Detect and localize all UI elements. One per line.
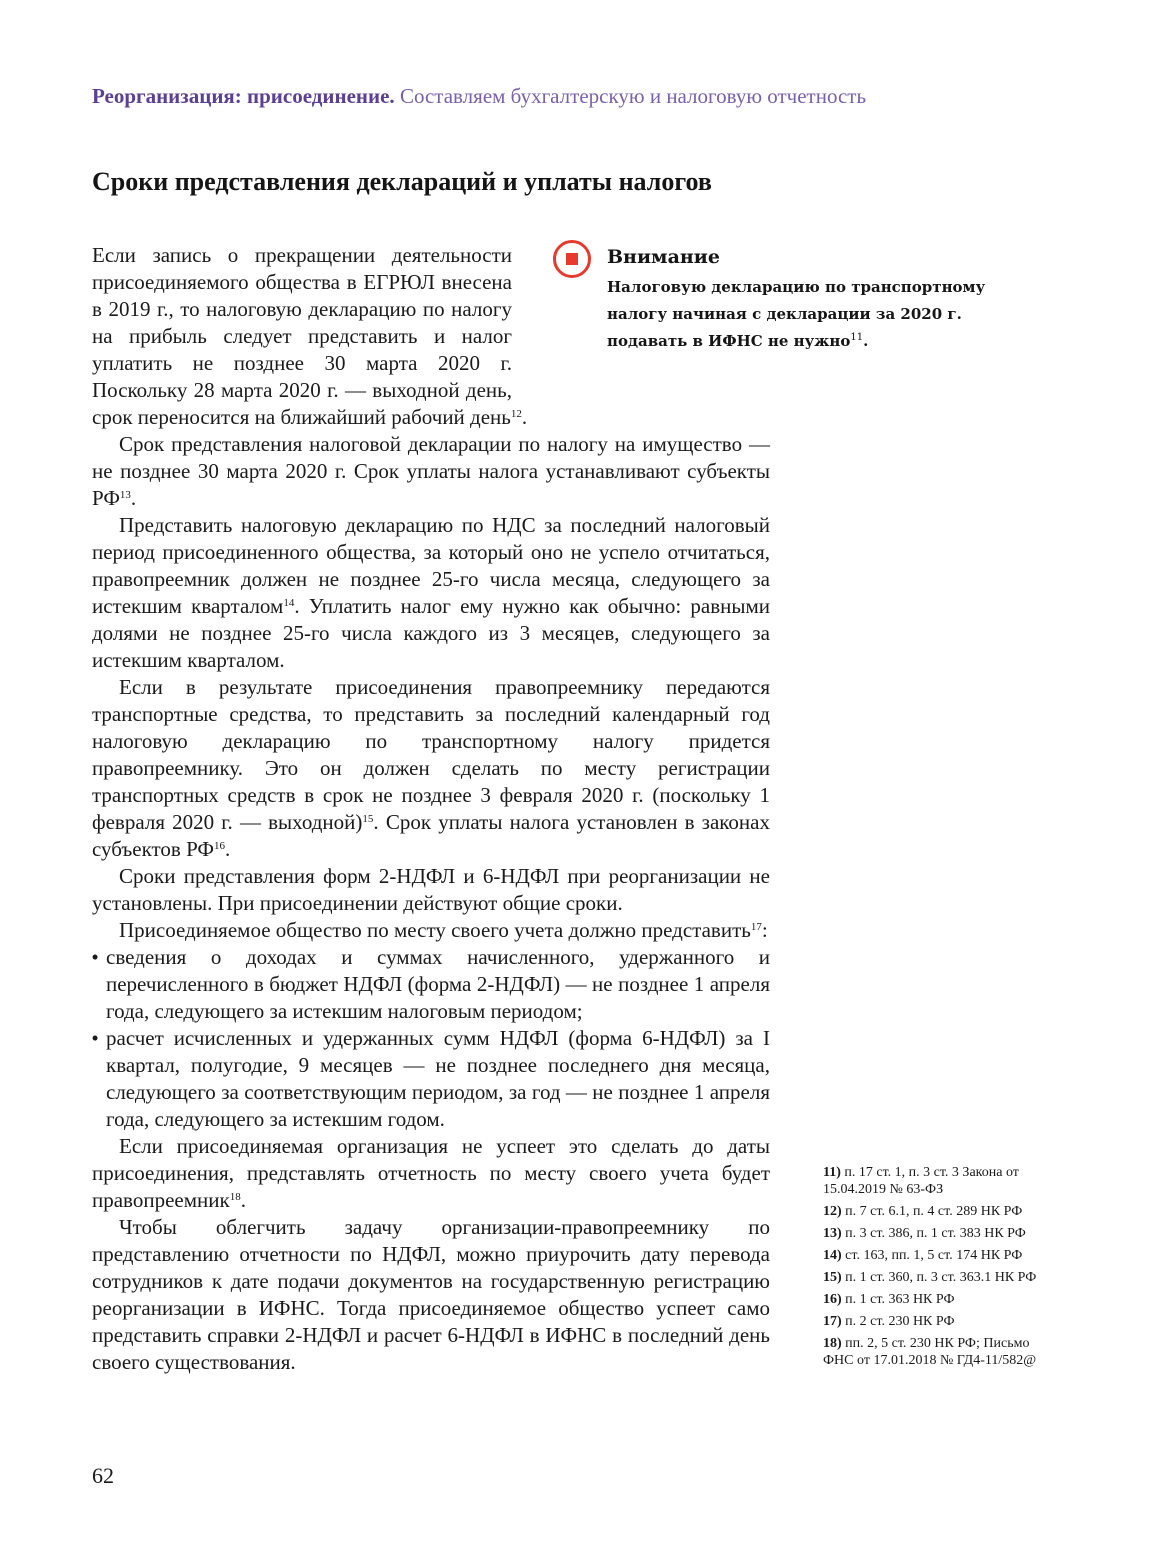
footnote-number: 16) xyxy=(823,1292,842,1307)
footnote-number: 13) xyxy=(823,1226,842,1241)
paragraph-8: Чтобы облегчить задачу организации-правопреемнику по представлению отчетности по НДФЛ, можно приурочить дату перевода сотрудников к дате подачи документов на государственную регистрацию реорганизации в ИФНС. Тогда присоединяемое общество успеет само представить справки 2-НДФЛ и расчет 6-НДФЛ в ИФНС в последний день своего существования. xyxy=(92,1215,770,1374)
running-header xyxy=(92,82,1052,110)
footnote-text: п. 3 ст. 386, п. 1 ст. 383 НК РФ xyxy=(841,1226,1026,1241)
footnote-ref-17[interactable]: 17 xyxy=(750,921,762,933)
footnote-ref-14[interactable]: 14 xyxy=(283,597,295,609)
list-item-text: расчет исчисленных и удержанных сумм НДФЛ (форма 6-НДФЛ) за I квартал, полугодие, 9 месяцев — не позднее последнего дня месяца, следующего за соответствующим периодом, за год — не позднее 1 апреля года, следующего за истекшим годом. xyxy=(106,1026,770,1131)
paragraph-3-text-2: . Уплатить налог ему нужно как обычно: равными долями не позднее 25-го числа каждого из 3 месяцев, следующего за истекшим кварталом. xyxy=(92,594,770,672)
paragraph-1-end: . xyxy=(521,405,528,429)
footnote-number: 12) xyxy=(823,1204,842,1219)
paragraph-7 xyxy=(92,1133,770,1214)
paragraph-4-end: . xyxy=(225,837,231,861)
footnote-17 xyxy=(823,1313,1053,1330)
paragraph-2-text: Срок представления налоговой декларации по налогу на имущество — не позднее 30 марта 2020 г. Срок уплаты налога устанавливают субъекты РФ xyxy=(92,432,770,510)
footnote-text: п. 7 ст. 6.1, п. 4 ст. 289 НК РФ xyxy=(841,1204,1023,1219)
footnote-number: 18) xyxy=(823,1336,842,1351)
footnote-ref-16[interactable]: 16 xyxy=(214,840,226,852)
page-heading: Сроки представления деклараций и уплаты налогов xyxy=(92,167,712,196)
footnote-ref-15[interactable]: 15 xyxy=(362,813,374,825)
attention-title: Внимание xyxy=(607,246,720,268)
paragraph-6-text: Присоединяемое общество по месту своего учета должно представить xyxy=(119,918,751,942)
footnote-number: 17) xyxy=(823,1314,842,1329)
section-title: Реорганизация: присоединение. xyxy=(92,84,395,108)
footnote-ref-12[interactable]: 12 xyxy=(510,408,522,420)
paragraph-4 xyxy=(92,674,770,863)
footnote-ref-13[interactable]: 13 xyxy=(119,489,131,501)
footnote-text: п. 1 ст. 363 НК РФ xyxy=(841,1292,955,1307)
attention-text xyxy=(607,274,1017,355)
paragraph-6-end: : xyxy=(761,918,768,942)
list-item-text: сведения о доходах и суммах начисленного, удержанного и перечисленного в бюджет НДФЛ (форма 2-НДФЛ) — не позднее 1 апреля года, следующего за истекшим налоговым периодом; xyxy=(106,945,770,1023)
paragraph-2-end: . xyxy=(130,486,137,510)
paragraph-4-text-2: . Срок уплаты налога установлен в законах субъектов РФ xyxy=(92,810,770,861)
footnote-14 xyxy=(823,1247,1053,1264)
footnote-16 xyxy=(823,1291,1053,1308)
footnote-text: пп. 2, 5 ст. 230 НК РФ; Письмо ФНС от 17.01.2018 № ГД4-11/582@ xyxy=(823,1336,1037,1368)
footnote-ref-18[interactable]: 18 xyxy=(229,1191,241,1203)
footnote-ref-11[interactable]: 11 xyxy=(850,332,864,343)
list-item xyxy=(92,1025,770,1133)
footnote-number: 11) xyxy=(823,1165,841,1180)
footnote-18 xyxy=(823,1335,1053,1369)
footnotes xyxy=(823,1164,1053,1374)
paragraph-7-end: . xyxy=(240,1188,246,1212)
paragraph-1-text: Если запись о прекращении деятельности присоединяемого общества в ЕГРЮЛ внесена в 2019 г., то налоговую декларацию по налогу на прибыль следует представить и налог уплатить не позднее 30 марта 2020 г. Поскольку 28 марта 2020 г. — выходной день, срок переносится на ближайший рабочий день xyxy=(92,243,512,429)
paragraph-5: Сроки представления форм 2-НДФЛ и 6-НДФЛ при реорганизации не установлены. При присоединении действуют общие сроки. xyxy=(92,864,770,915)
paragraph-4-text: Если в результате присоединения правопреемнику передаются транспортные средства, то представить за последний календарный год налоговую декларацию по транспортному налогу придется правопреемнику. Это он должен сделать по месту регистрации транспортных средств в срок не позднее 3 февраля 2020 г. (поскольку 1 февраля 2020 г. — выходной) xyxy=(92,675,770,834)
footnote-12 xyxy=(823,1203,1053,1220)
paragraph-3 xyxy=(92,512,770,674)
paragraph-6 xyxy=(92,917,770,944)
footnote-11 xyxy=(823,1164,1053,1198)
footnote-13 xyxy=(823,1225,1053,1242)
paragraph-2 xyxy=(92,431,770,512)
footnote-15 xyxy=(823,1269,1053,1286)
section-subtitle: Составляем бухгалтерскую и налоговую отчетность xyxy=(394,84,867,108)
bullet-list xyxy=(92,944,770,1133)
footnote-text: п. 17 ст. 1, п. 3 ст. 3 Закона от 15.04.2019 № 63-ФЗ xyxy=(823,1165,1019,1197)
main-text xyxy=(92,242,770,1376)
paragraph-3-text: Представить налоговую декларацию по НДС за последний налоговый период присоединенного общества, за который оно не успело отчитаться, правопреемник должен не позднее 25-го числа месяца, следующего за истекшим кварталом xyxy=(92,513,770,618)
attention-end: . xyxy=(863,332,869,350)
attention-icon xyxy=(553,240,591,278)
page-number: 62 xyxy=(92,1463,114,1488)
attention-body: Налоговую декларацию по транспортному налогу начиная с декларации за 2020 г. подавать в ИФНС не нужно xyxy=(607,278,986,350)
paragraph-7-text: Если присоединяемая организация не успеет это сделать до даты присоединения, представлять отчетность по месту своего учета будет правопреемник xyxy=(92,1134,770,1212)
list-item xyxy=(92,944,770,1025)
bullet-icon: • xyxy=(91,945,99,969)
footnote-text: п. 2 ст. 230 НК РФ xyxy=(841,1314,955,1329)
footnote-text: ст. 163, пп. 1, 5 ст. 174 НК РФ xyxy=(841,1248,1023,1263)
footnote-text: п. 1 ст. 360, п. 3 ст. 363.1 НК РФ xyxy=(841,1270,1037,1285)
bullet-icon: • xyxy=(91,1026,99,1050)
footnote-number: 14) xyxy=(823,1248,842,1263)
footnote-number: 15) xyxy=(823,1270,842,1285)
